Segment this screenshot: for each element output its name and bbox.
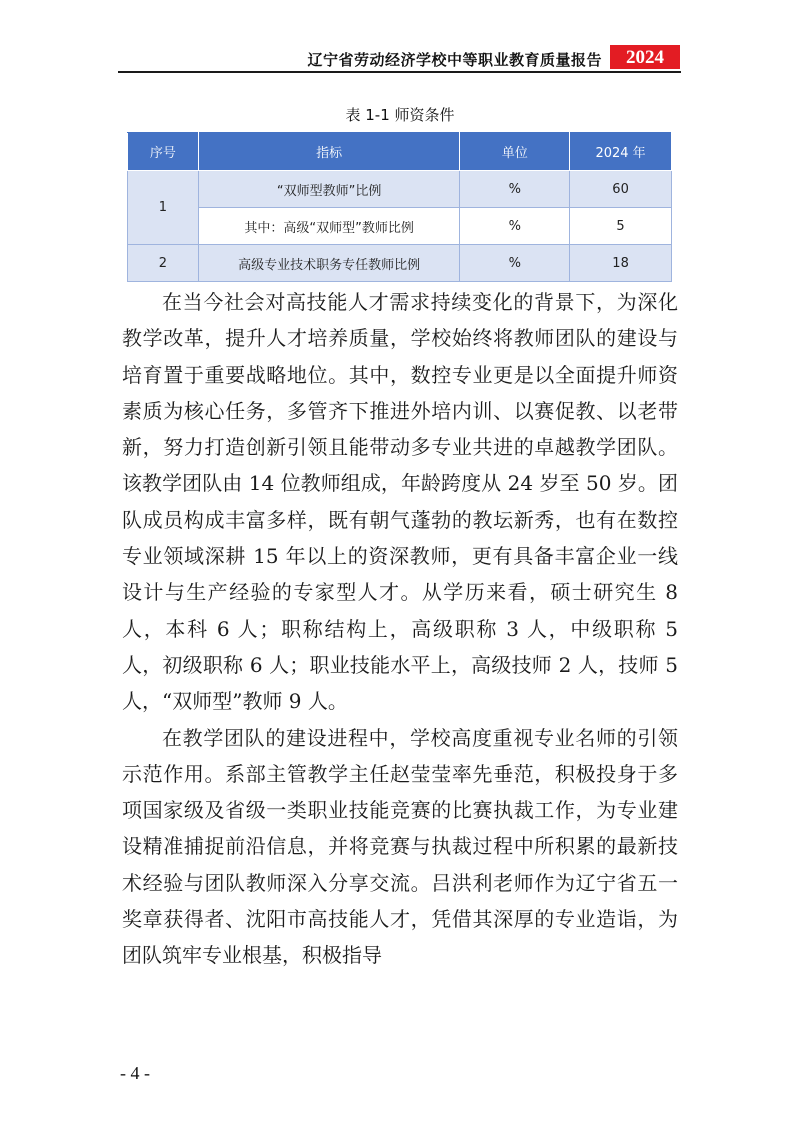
column-header-year: 2024 年 [570,133,672,171]
paragraph: 在当今社会对高技能人才需求持续变化的背景下，为深化教学改革，提升人才培养质量，学校始终将教师团队的建设与培育置于重要战略地位。其中，数控专业更是以全面提升师资素质为核心任务，多管齐下推进外培内训、以赛促教、以老带新，努力打造创新引领且能带动多专业共进的卓越教学团队。该教学团队由 14 位教师组成，年龄跨度从 24 岁至 50 岁。团队成员构成丰富多样，既有朝气蓬勃的教坛新秀，也有在数控专业领域深耕 15 年以上的资深教师，更有具备丰富企业一线设计与生产经验的专家型人才。从学历来看，硕士研究生 8 人，本科 6 人；职称结构上，高级职称 3 人，中级职称 5 人，初级职称 6 人；职业技能水平上，高级技师 2 人，技师 5 人，“双师型”教师 9 人。 [122,290,678,714]
report-year-badge: 2024 [610,45,680,69]
column-header-seq: 序号 [128,133,199,171]
page-number: - 4 - [120,1063,150,1083]
unit-cell: % [460,171,570,208]
value-cell: 18 [570,245,672,282]
indicator-cell: “双师型教师”比例 [198,171,459,208]
unit-cell: % [460,208,570,245]
teacher-conditions-table [127,132,672,282]
table-row [128,208,672,245]
table-caption: 表 1-1 师资条件 [345,106,455,124]
table-row [128,245,672,282]
seq-cell: 2 [128,245,199,282]
indicator-cell: 其中：高级“双师型”教师比例 [198,208,459,245]
header-divider [118,71,681,73]
column-header-unit: 单位 [460,133,570,171]
paragraph: 在教学团队的建设进程中，学校高度重视专业名师的引领示范作用。系部主管教学主任赵莹莹率先垂范，积极投身于多项国家级及省级一类职业技能竞赛的比赛执裁工作，为专业建设精准捕捉前沿信息，并将竞赛与执裁过程中所积累的最新技术经验与团队教师深入分享交流。吕洪利老师作为辽宁省五一奖章获得者、沈阳市高技能人才，凭借其深厚的专业造诣，为团队筑牢专业根基，积极指导 [122,725,678,968]
table-row [128,171,672,208]
column-header-indicator: 指标 [198,133,459,171]
indicator-cell: 高级专业技术职务专任教师比例 [198,245,459,282]
value-cell: 60 [570,171,672,208]
value-cell: 5 [570,208,672,245]
unit-cell: % [460,245,570,282]
body-text [122,284,678,974]
seq-cell: 1 [128,171,199,245]
table-header-row [128,133,672,171]
report-header-title: 辽宁省劳动经济学校中等职业教育质量报告 [307,51,602,69]
